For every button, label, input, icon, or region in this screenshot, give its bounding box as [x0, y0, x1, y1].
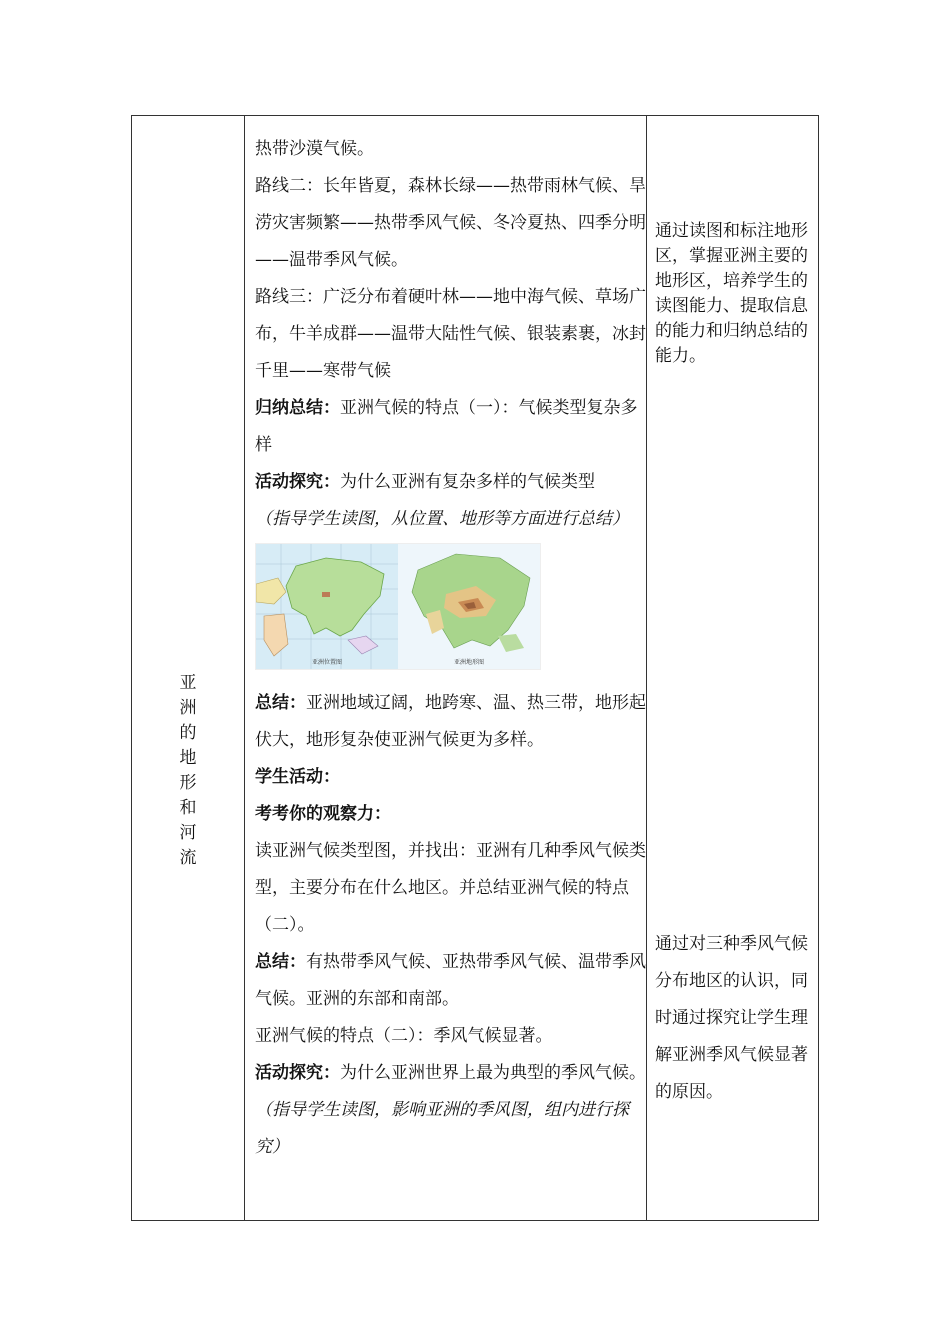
column-divider — [244, 116, 245, 1220]
map-caption: 亚洲位置图 — [311, 659, 342, 666]
activity-text: 为什么亚洲世界上最为典型的季风气候。 — [340, 1063, 646, 1083]
asia-maps — [255, 543, 541, 670]
summary-text: 亚洲地域辽阔，地跨寒、温、热三带，地形起伏大，地形复杂使亚洲气候更为多样。 — [255, 693, 646, 750]
summary-label: 归纳总结： — [255, 398, 340, 418]
observation-heading: 考考你的观察力： — [255, 804, 391, 824]
observation-text: 读亚洲气候类型图，并找出：亚洲有几种季风气候类型，主要分布在什么地区。并总结亚洲气候的特点（二）。 — [255, 841, 646, 935]
topic-column — [132, 116, 244, 1220]
topic-title: 亚洲的地形和河流 — [179, 673, 197, 868]
objective-two: 通过对三种季风气候分布地区的认识，同时通过探究让学生理解亚洲季风气候显著的原因。 — [655, 934, 808, 1102]
content-line: 热带沙漠气候。 — [255, 139, 374, 159]
summary-two — [255, 685, 647, 759]
student-activity-heading: 学生活动： — [255, 767, 340, 787]
summary-three — [255, 944, 647, 1018]
summary-text: 有热带季风气候、亚热带季风气候、温带季风气候。亚洲的东部和南部。 — [255, 952, 646, 1009]
content-column — [255, 131, 647, 1166]
activity-one — [255, 464, 647, 501]
route-three: 路线三：广泛分布着硬叶林——地中海气候、草场广布，牛羊成群——温带大陆性气候、银装素裹，冰封千里——寒带气候 — [255, 287, 646, 381]
feature-two: 亚洲气候的特点（二）：季风气候显著。 — [255, 1026, 553, 1046]
activity-label: 活动探究： — [255, 1063, 340, 1083]
summary-one — [255, 390, 647, 464]
route-two: 路线二：长年皆夏，森林长绿——热带雨林气候、旱涝灾害频繁——热带季风气候、冬冷夏热、四季分明——温带季风气候。 — [255, 176, 646, 270]
summary-text: 亚洲气候的特点（一）：气候类型复杂多样 — [255, 398, 638, 455]
asia-location-map — [256, 544, 398, 669]
asia-terrain-map — [398, 544, 540, 669]
summary-label: 总结： — [255, 952, 306, 972]
summary-label: 总结： — [255, 693, 306, 713]
activity-two — [255, 1055, 647, 1166]
activity-one-note: （指导学生读图，从位置、地形等方面进行总结） — [255, 509, 629, 529]
activity-text: 为什么亚洲有复杂多样的气候类型 — [340, 472, 595, 492]
activity-two-note: （指导学生读图，影响亚洲的季风图，组内进行探究） — [255, 1100, 629, 1157]
activity-label: 活动探究： — [255, 472, 340, 492]
map-caption: 亚洲地形图 — [453, 659, 484, 666]
objective-one: 通过读图和标注地形区，掌握亚洲主要的地形区，培养学生的读图能力、提取信息的能力和归纳总结的能力。 — [655, 221, 808, 366]
lesson-table — [131, 115, 819, 1221]
